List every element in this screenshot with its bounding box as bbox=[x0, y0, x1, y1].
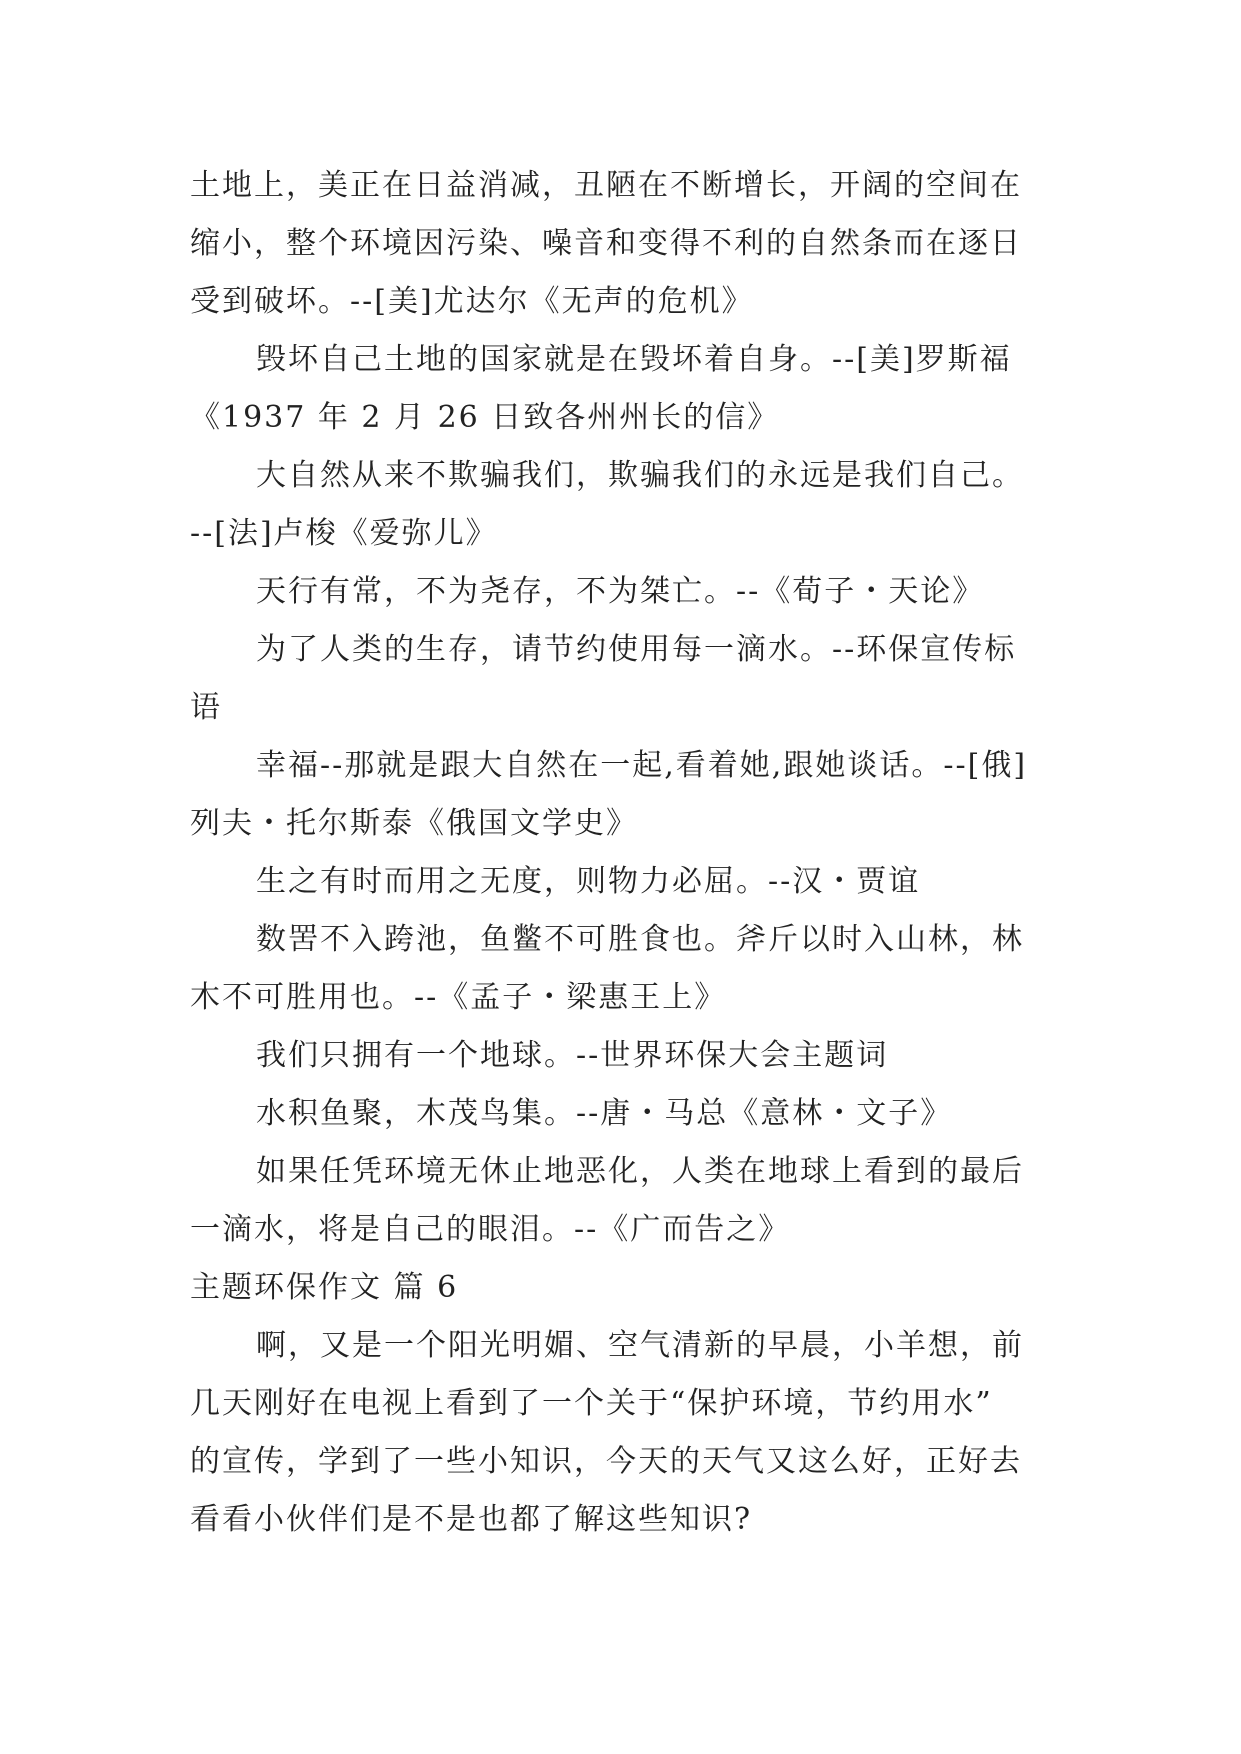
text-line: 为了人类的生存，请节约使用每一滴水。--环保宣传标 bbox=[256, 632, 1017, 667]
text-line: 列夫・托尔斯泰《俄国文学史》 bbox=[190, 806, 638, 841]
text-line: 啊，又是一个阳光明媚、空气清新的早晨，小羊想，前 bbox=[256, 1328, 1024, 1363]
text-line: 语 bbox=[190, 690, 222, 725]
section-heading: 主题环保作文 篇 6 bbox=[190, 1270, 459, 1305]
text-line: 受到破坏。--[美]尤达尔《无声的危机》 bbox=[190, 284, 754, 319]
text-line: 生之有时而用之无度，则物力必屈。--汉・贾谊 bbox=[256, 864, 921, 899]
text-line: 数罟不入跨池，鱼鳖不可胜食也。斧斤以时入山林，林 bbox=[256, 922, 1024, 957]
text-line: 大自然从来不欺骗我们，欺骗我们的永远是我们自己。 bbox=[256, 458, 1024, 493]
text-line: 毁坏自己土地的国家就是在毁坏着自身。--[美]罗斯福 bbox=[256, 342, 1012, 377]
text-line: 一滴水，将是自己的眼泪。--《广而告之》 bbox=[190, 1212, 791, 1247]
text-line: 几天刚好在电视上看到了一个关于“保护环境，节约用水” bbox=[190, 1386, 993, 1421]
text-line: 木不可胜用也。--《孟子・梁惠王上》 bbox=[190, 980, 727, 1015]
text-line: 的宣传，学到了一些小知识，今天的天气又这么好，正好去 bbox=[190, 1444, 1022, 1479]
text-line: 《1937 年 2 月 26 日致各州州长的信》 bbox=[190, 400, 780, 435]
text-line: 缩小，整个环境因污染、噪音和变得不利的自然条而在逐日 bbox=[190, 226, 1022, 261]
text-line: 天行有常，不为尧存，不为桀亡。--《荀子・天论》 bbox=[256, 574, 985, 609]
text-line: 幸福--那就是跟大自然在一起,看着她,跟她谈话。--[俄] bbox=[256, 748, 1028, 783]
text-line: 我们只拥有一个地球。--世界环保大会主题词 bbox=[256, 1038, 889, 1073]
text-line: --[法]卢梭《爱弥儿》 bbox=[190, 516, 498, 551]
text-line: 看看小伙伴们是不是也都了解这些知识? bbox=[190, 1502, 753, 1537]
text-line: 水积鱼聚，木茂鸟集。--唐・马总《意林・文子》 bbox=[256, 1096, 953, 1131]
text-line: 土地上，美正在日益消减，丑陋在不断增长，开阔的空间在 bbox=[190, 168, 1022, 203]
text-line: 如果任凭环境无休止地恶化，人类在地球上看到的最后 bbox=[256, 1154, 1024, 1189]
